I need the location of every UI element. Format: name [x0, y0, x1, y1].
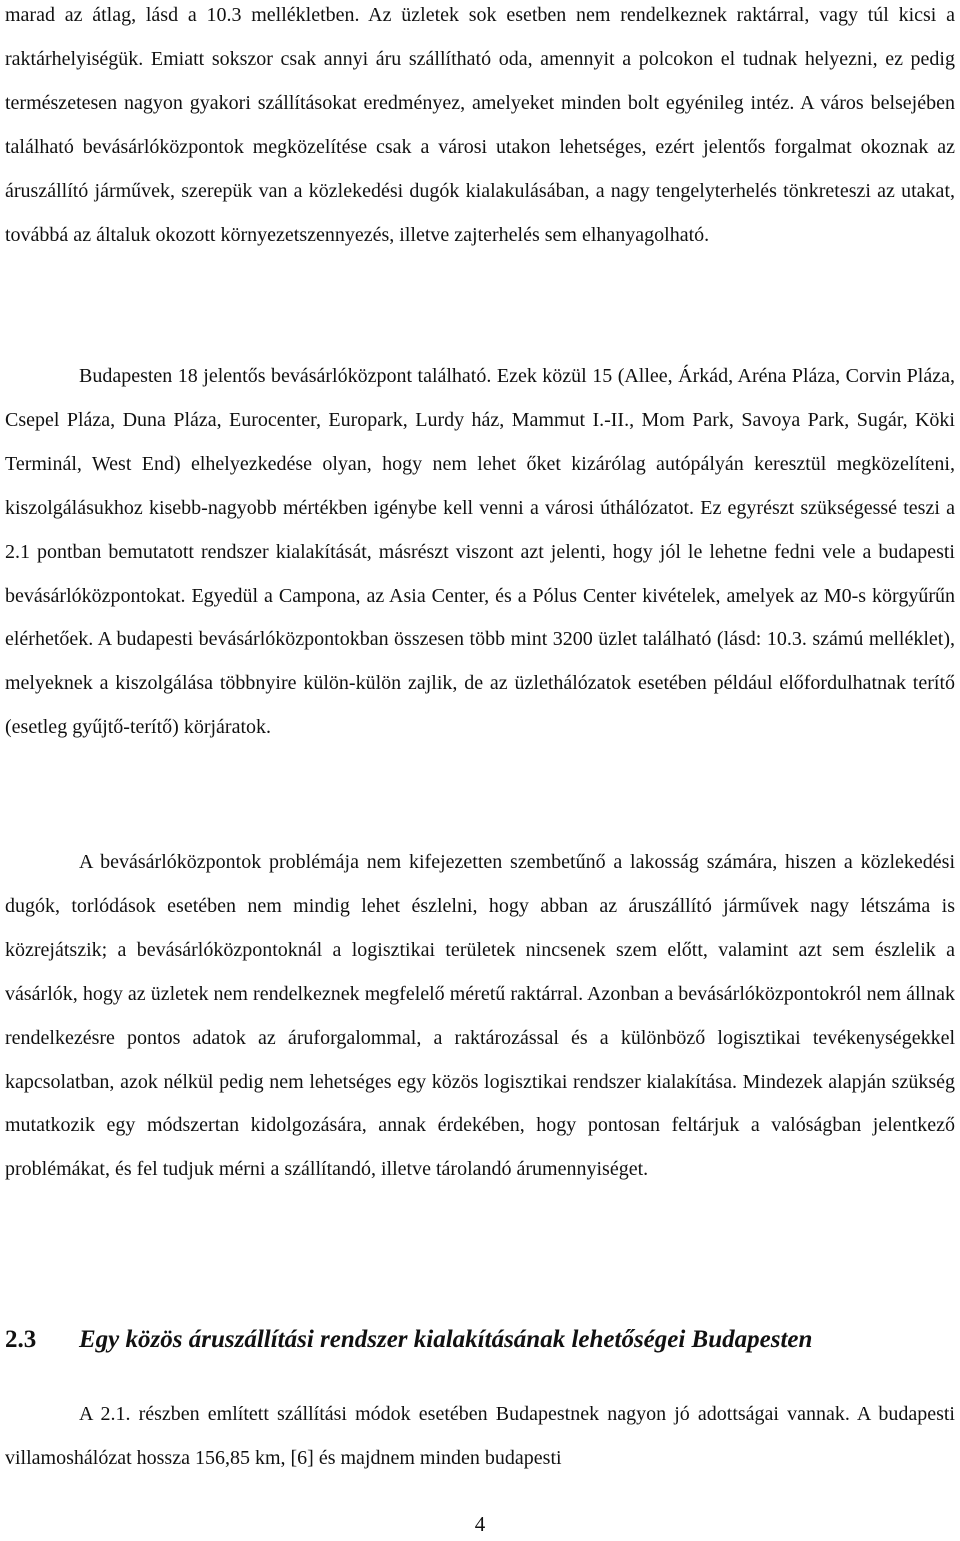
section-title: Egy közös áruszállítási rendszer kialakításának lehetőségei Budapesten	[79, 1326, 813, 1353]
paragraph-transport-modes: A 2.1. részben említett szállítási módok esetében Budapestnek nagyon jó adottságai vannak. A budapesti villamoshálózat hossza 156,85 km, [6] és majdnem minden budapesti	[5, 1403, 955, 1469]
section-heading	[5, 1318, 955, 1362]
paragraph-malls-problem: A bevásárlóközpontok problémája nem kifejezetten szembetűnő a lakosság számára, hiszen a közlekedési dugók, torlódások esetében nem mindig lehet észlelni, hogy abban az áruszállító járművek nagy létszáma is közrejátszik; a bevásárlóközpontoknál a logisztikai területek nincsenek szem előtt, valamint azt sem észlelik a vásárlók, hogy az üzletek nem rendelkeznek megfelelő méretű raktárral. Azonban a bevásárlóközpontokról nem állnak rendelkezésre pontos adatok az áruforgalommal, a raktározással és a különböző logisztikai tevékenységekkel kapcsolatban, azok nélkül pedig nem lehetséges egy közös logisztikai rendszer kialakítása. Mindezek alapján szükség mutatkozik egy módszertan kidolgozására, annak érdekében, hogy pontosan feltárjuk a valóságban jelentkező problémákat, és fel tudjuk mérni a szállítandó, illetve tárolandó árumennyiséget.	[5, 851, 955, 1181]
paragraph-budapest-malls: Budapesten 18 jelentős bevásárlóközpont található. Ezek közül 15 (Allee, Árkád, Aréna Pláza, Corvin Pláza, Csepel Pláza, Duna Pláza, Eurocenter, Europark, Lurdy ház, Mammut I.-II., Mom Park, Savoya Park, Sugár, Köki Terminál, West End) elhelyezkedése olyan, hogy nem lehet őket kizárólag autópályán keresztül megközelíteni, kiszolgálásukhoz kisebb-nagyobb mértékben igénybe kell venni a városi úthálózatot. Ez egyrészt szükségessé teszi a 2.1 pontban bemutatott rendszer kialakítását, másrészt viszont azt jelenti, hogy jól le lehetne fedni vele a budapesti bevásárlóközpontokat. Egyedül a Campona, az Asia Center, és a Pólus Center kivételek, amelyek az M0-s körgyűrűn elérhetőek. A budapesti bevásárlóközpontokban összesen több mint 3200 üzlet található (lásd: 10.3. számú melléklet), melyeknek a kiszolgálása többnyire külön-külön zajlik, de az üzlethálózatok esetében például előfordulhatnak terítő (esetleg gyűjtő-terítő) körjáratok.	[5, 365, 955, 739]
paragraph-stores-storage: marad az átlag, lásd a 10.3 mellékletben. Az üzletek sok esetben nem rendelkeznek raktárral, vagy túl kicsi a raktárhelyiségük. Emiatt sokszor csak annyi áru szállítható oda, amennyit a polcokon el tudnak helyezni, ez pedig természetesen nagyon gyakori szállításokat eredményez, amelyeket minden bolt egyénileg intéz. A város belsejében található bevásárlóközpontok megközelítése csak a városi utakon lehetséges, ezért jelentős forgalmat okoznak az áruszállító járművek, szerepük van a közlekedési dugók kialakulásában, a nagy tengelyterhelés tönkreteszi az utakat, továbbá az általuk okozott környezetszennyezés, illetve zajterhelés sem elhanyagolható.	[5, 4, 955, 246]
section-number: 2.3	[5, 1326, 37, 1353]
page-number: 4	[474, 1512, 486, 1536]
